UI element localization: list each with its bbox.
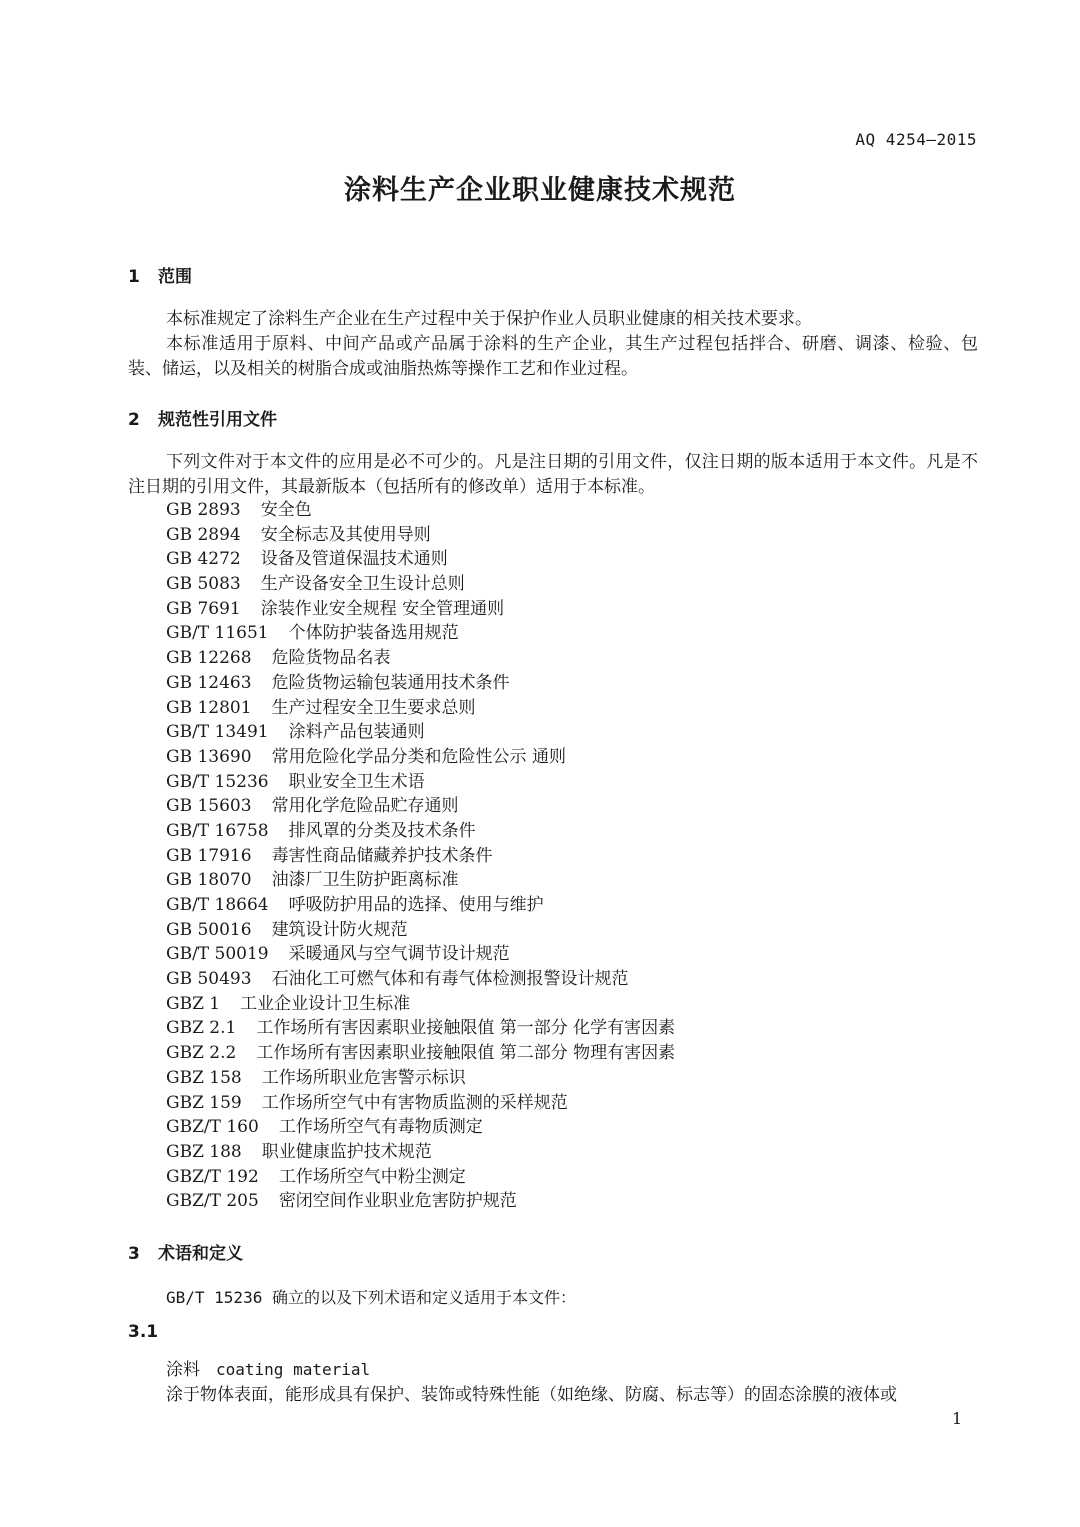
reference-name: 设备及管道保温技术通则	[260, 549, 448, 570]
standard-code: AQ 4254—2015	[855, 130, 977, 149]
reference-code: GBZ 159	[166, 1092, 242, 1113]
reference-item	[166, 1115, 675, 1140]
section-1-heading	[128, 262, 192, 287]
section-1-paragraph-2: 本标准适用于原料、中间产品或产品属于涂料的生产企业，其生产过程包括拌合、研磨、调漆、检验、包装、储运，以及相关的树脂合成或油脂热炼等操作工艺和作业过程。	[128, 334, 978, 379]
reference-list	[166, 498, 675, 1214]
reference-item	[166, 819, 675, 844]
section-number: 2	[128, 410, 140, 430]
reference-code: GB 13690	[166, 746, 252, 767]
reference-item	[166, 547, 675, 572]
reference-name: 危险货物运输包装通用技术条件	[271, 672, 510, 693]
reference-code: GBZ/T 205	[166, 1191, 259, 1212]
reference-code: GB 15603	[166, 796, 252, 817]
reference-item	[166, 794, 675, 819]
reference-name: 石油化工可燃气体和有毒气体检测报警设计规范	[271, 969, 629, 990]
reference-code: GBZ 2.2	[166, 1043, 237, 1064]
reference-item	[166, 498, 675, 523]
reference-name: 工业企业设计卫生标准	[240, 993, 411, 1014]
reference-name: 安全标志及其使用导则	[260, 524, 431, 545]
reference-code: GBZ 188	[166, 1141, 242, 1162]
reference-code: GB 12463	[166, 672, 252, 693]
reference-code: GBZ 1	[166, 993, 221, 1014]
document-title: 涂料生产企业职业健康技术规范	[344, 175, 736, 206]
reference-code: GB/T 11651	[166, 623, 269, 644]
reference-item	[166, 1189, 675, 1214]
reference-name: 安全色	[260, 500, 312, 520]
reference-name: 密闭空间作业职业危害防护规范	[278, 1191, 517, 1212]
reference-name: 职业健康监护技术规范	[261, 1141, 432, 1162]
section-2-intro: 下列文件对于本文件的应用是必不可少的。凡是注日期的引用文件，仅注日期的版本适用于本文件。凡是不注日期的引用文件，其最新版本（包括所有的修改单）适用于本标准。	[128, 452, 978, 497]
reference-item	[166, 572, 675, 597]
reference-item	[166, 696, 675, 721]
reference-name: 采暖通风与空气调节设计规范	[288, 944, 510, 965]
reference-name: 工作场所有害因素职业接触限值 第一部分 化学有害因素	[256, 1018, 676, 1039]
reference-name: 呼吸防护用品的选择、使用与维护	[288, 895, 544, 915]
reference-item	[166, 1091, 675, 1116]
reference-code: GB 50016	[166, 919, 252, 940]
reference-name: 生产设备安全卫生设计总则	[260, 574, 465, 595]
section-3-heading	[128, 1239, 243, 1264]
reference-code: GB 50493	[166, 969, 252, 990]
reference-item	[166, 868, 675, 893]
section-title: 规范性引用文件	[158, 410, 277, 430]
reference-code: GB 2894	[166, 524, 241, 545]
reference-name: 工作场所有害因素职业接触限值 第二部分 物理有害因素	[256, 1043, 676, 1064]
reference-item	[166, 1016, 675, 1041]
reference-code: GB 12268	[166, 648, 252, 669]
section-3-intro: GB/T 15236 确立的以及下列术语和定义适用于本文件：	[166, 1288, 576, 1307]
reference-name: 职业安全卫生术语	[288, 771, 425, 792]
reference-item	[166, 720, 675, 745]
reference-code: GB 18070	[166, 870, 252, 891]
reference-item	[166, 893, 675, 918]
reference-name: 常用化学危险品贮存通则	[271, 796, 459, 817]
reference-name: 工作场所职业危害警示标识	[261, 1067, 466, 1088]
term-english: coating material	[216, 1360, 371, 1379]
reference-name: 生产过程安全卫生要求总则	[271, 697, 476, 718]
reference-name: 工作场所空气中粉尘测定	[278, 1166, 466, 1187]
subsection-number: 3.1	[128, 1322, 159, 1342]
term-entry	[166, 1355, 370, 1380]
reference-item	[166, 646, 675, 671]
reference-item	[166, 770, 675, 795]
reference-name: 工作场所空气中有害物质监测的采样规范	[261, 1092, 568, 1113]
reference-name: 建筑设计防火规范	[271, 919, 408, 940]
reference-item	[166, 967, 675, 992]
reference-item	[166, 745, 675, 770]
reference-code: GB 12801	[166, 697, 252, 718]
section-number: 3	[128, 1244, 140, 1264]
reference-code: GB/T 16758	[166, 820, 269, 841]
reference-name: 毒害性商品储藏养护技术条件	[271, 845, 493, 866]
page-number: 1	[952, 1409, 963, 1428]
reference-code: GB/T 15236	[166, 771, 269, 792]
reference-name: 油漆厂卫生防护距离标准	[271, 870, 459, 891]
reference-code: GB 5083	[166, 574, 241, 595]
reference-name: 工作场所空气有毒物质测定	[278, 1117, 483, 1138]
reference-item	[166, 942, 675, 967]
reference-name: 危险货物品名表	[271, 648, 391, 669]
reference-name: 涂料产品包装通则	[288, 722, 425, 743]
reference-item	[166, 1165, 675, 1190]
section-1-paragraph-1: 本标准规定了涂料生产企业在生产过程中关于保护作业人员职业健康的相关技术要求。	[166, 309, 812, 329]
reference-item	[166, 1066, 675, 1091]
reference-name: 涂装作业安全规程 安全管理通则	[260, 598, 505, 619]
term-definition: 涂于物体表面，能形成具有保护、装饰或特殊性能（如绝缘、防腐、标志等）的固态涂膜的液体或	[166, 1385, 897, 1405]
reference-code: GBZ 158	[166, 1067, 242, 1088]
reference-item	[166, 621, 675, 646]
reference-code: GB 17916	[166, 845, 252, 866]
reference-item	[166, 992, 675, 1017]
reference-name: 常用危险化学品分类和危险性公示 通则	[271, 746, 566, 767]
reference-item	[166, 597, 675, 622]
reference-code: GBZ/T 192	[166, 1166, 259, 1187]
reference-item	[166, 1041, 675, 1066]
reference-item	[166, 1140, 675, 1165]
reference-code: GB/T 18664	[166, 895, 269, 915]
reference-code: GBZ 2.1	[166, 1018, 237, 1039]
reference-code: GB 2893	[166, 500, 241, 520]
reference-code: GB 7691	[166, 598, 241, 619]
reference-code: GB 4272	[166, 549, 241, 570]
section-number: 1	[128, 267, 140, 287]
section-2-heading	[128, 405, 277, 430]
reference-item	[166, 918, 675, 943]
reference-code: GB/T 13491	[166, 722, 269, 743]
reference-code: GB/T 50019	[166, 944, 269, 965]
reference-code: GBZ/T 160	[166, 1117, 259, 1138]
reference-name: 排风罩的分类及技术条件	[288, 820, 476, 841]
reference-item	[166, 523, 675, 548]
section-title: 术语和定义	[158, 1244, 243, 1264]
reference-name: 个体防护装备选用规范	[288, 623, 459, 644]
reference-item	[166, 671, 675, 696]
term-chinese: 涂料	[166, 1360, 200, 1380]
reference-item	[166, 844, 675, 869]
section-title: 范围	[158, 267, 192, 287]
